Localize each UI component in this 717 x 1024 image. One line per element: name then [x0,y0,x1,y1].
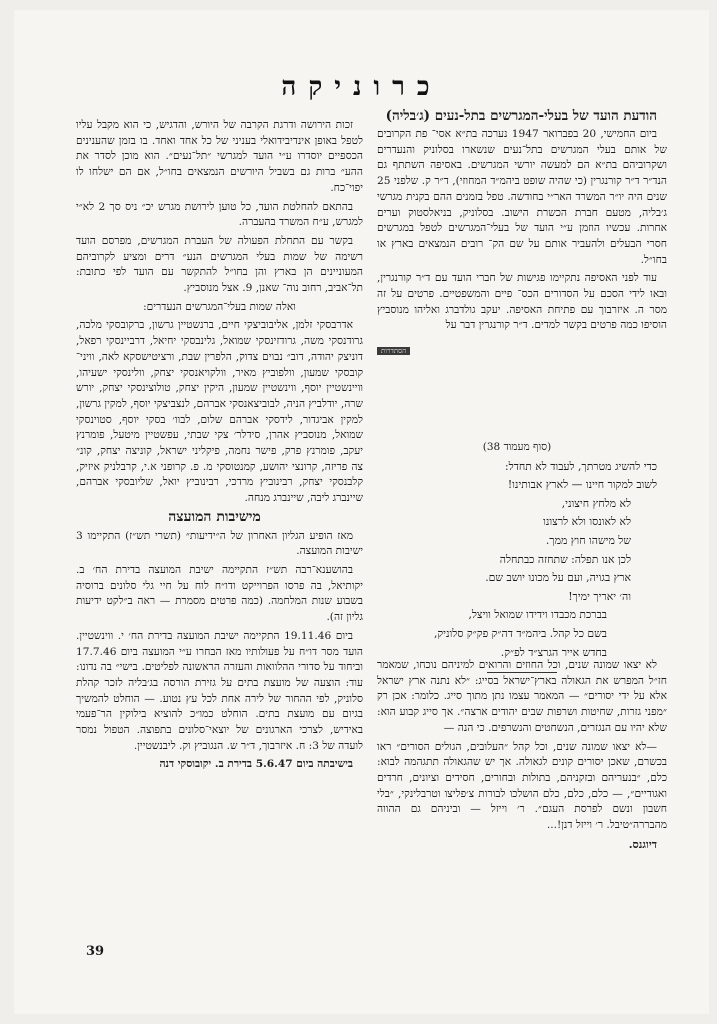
poem-line: לכן אנו תפלה: שתחזה כבתחלה [499,552,631,566]
paragraph: —לא יצאו שמונה שנים, וכל קהל ״העלובים, הגולים הסורים״ ראו בכשרם, שאכן יסורים קונים לגאולה. אך יש שהגאולה תתגהמה לבוא: כלם, ״בנעריהם ובזקניהם, בתולות ובחורים, חסידים וציונים, חרדים ואגודיים״, — כלם, כלם, כלם הושלכו לבורות צ׳פליצו וטרבלינקי, ״בלי חשבון ונשם לפרסת העגם״. ר׳ וייזל — וביניהם גם ההווה מהבררה״טיבל. ר׳ וייזל דנן!... [377,740,667,832]
poem-line: בברכת מכבדו וידידו שמואל וויצל, [468,608,607,622]
right-column [377,108,667,367]
author-signature: דיוגנס. [628,837,657,851]
paragraph: זכות הירושה ודרגת הקרבה של היורש, והדגיש, כי הוא מקבל עליו לטפל באופן אינדיבידואלי בעניני של כל אחד ואחד. בו בזמן שהענינים הכספיים יוסדרו ע״י הועד למגרשי ״תל־נעים״. הוא מוכן לסדר את ההע״ ברות גם בשביל היורשים הנמצאים בחו״ל, אם הם ישלחו לו יפוי־כח. [76,119,363,194]
poem-continuation-note: (סוף מעמוד 38) [482,441,552,453]
paragraph: בהושענא־רבה תש״ז התקיימה ישיבת המועצה בדירת הח׳ ב. יקותיאל, בה פרסו הפרוייקט ודו״ח לוח על חיי גלי סלונים ברוסיה בשבוע שנות המלחמה. (כמה פרטים מסמרת — ראה ב״לקט ידיעות גליון זה). [76,563,363,624]
document-page [14,10,709,1014]
paragraph: בקשר עם התחלת הפעולה של העברת המגרשים, מפרסם הועד רשימה של שמות בעלי המגרשים הנע״ דרים ומציע לקרוביהם המעוניינים הן בארץ והן בחו״ל להתקשר עם הועד לפי כתובת: תל־אביב, רחוב נוה־ שאנן, 9. אצל מנוסביץ. [76,234,363,295]
poem-line: וה׳ יאריך ימיך! [568,589,631,603]
names-list: אדרבסקי זלמן, אליבוביצקי חיים, ברנשטיין גרשון, ברקובסקי מלכה, גרודנסקי משה, גרודזינסקי שמואל, גלינבסקי יחיאל, דרביינסקי רפאל, דוניצק יהודה, דוב״ נבוים צדוק, הלפרין שבת, ורציטישסקא לאה, וויני־ קובסקי שמעון, וולפוביץ מאיר, וולקויאנסקי יצחק, וולינסקי ישעיהו, וויינשטיין יוסף, ווינשטיין שמעון, היקין יצחק, טולוצינסקי יצחק, יורש שרה, יודלביץ הניה, לבוביצאנסקי אברהם, לנצביצקי יוסף, למקין גרשון, למקין אביגדור, לידסקי אברהם שלום, לבוו׳ בסקי יוסף, סטוינסקי שמואל, מנוסביץ אהרן, סידלר׳ צקי שבתי, עפשטיין מיטעל, פומרנץ יעקב, פומרנץ פרק, פישר נחמה, פיקליני ישראל, קוניצה יצחק, קונ״ צה פריזה, קרונצי יהושע, קמנטוסקי מ. פ. קרופני א.י, קרבלניק איזיק, קלבנסקי יצחק, רבינוביץ מרדכי, רבינוביץ יואל, שליובסקי אברהם, שיינברג ליבה, שיינברג מנחה. [76,319,363,505]
article-headline: הודעת הועד של בעלי-המגרשים בתל-נעים (ג׳בליה) [385,108,657,124]
paragraph: בישיבתה ביום 5.6.47 בדירת ב. יקובוסקי דנה [159,758,353,771]
poem-line: לא לאונסו ולא לרצונו [543,515,631,529]
poem-line: ארץ בגויה, ועם על מכונו יושב שם. [485,571,631,585]
masthead-title: כרוניקה [281,72,442,102]
left-column [76,118,363,776]
paragraph: ביום החמישי, 20 בפברואר 1947 נערכה בת״א אסי־ פת הקרובים של אותם בעלי המגרשים בתל־נעים שנשארו בסלוניק והנעדרים ושקרוביהם בת״א הם למעשה יורשי המגרשים. באסיפה השתתף גם הנד״ר ד״ר קורנגרין (כי שהיה שופט ביהמ״ד המחוזי), ד״ר ק. שלפני 25 שנים היה יו״ר המשרד האר״י בחודשה. טפל בזמנים ההם בקנית מגרשי ג׳בליה, מטעם חברת הכשרת הישוב. בסלוניק, בניאלסטוק וערים אחרות. עכשיו הוזמן ע״י הועד של בעלי־המגרשים לטפל במגרשים חסרי הבעלים ולהעביר אותם על שם הק־ רובים הנמצאים בארץ או בחו״ל. [377,128,667,266]
poem-line: לא מלחץ חיצוני, [561,496,631,510]
poem-section [377,440,667,683]
poem-line: לשוב למקור חיינו — לארץ אבותינו! [507,478,657,492]
poem-line: בחדש אייר הגרצ״ד לפ״ק. [500,645,607,659]
paragraph: עוד לפני האסיפה נתקיימו פגישות של חברי הועד עם ד״ר קורנגרין, ובאו לידי הסכם על הסדורים הכס־ פיים והמשפטיים. פרטים על זה מסר ה. איזרבוך עם פתיחת האסיפה. יעקב גולדברג ואליהו מנוסביץ הוסיפו כמה פרטים בקשר למדים. ד״ר קורנגרין דבר על [377,272,667,332]
section-subheading: מישיבות המועצה [168,508,261,525]
paragraph: בהתאם להחלטת הועד, כל טוען לירושת מגרש יכ״ ניס סך 2 לא״י למגרש, ע״ח המשרד בהעברה. [76,200,363,229]
page-number: 39 [86,944,105,959]
paragraph: לא יצאו שמונה שנים, וכל החוזים והרואים למיניהם נוכחו, שמאמר חז״ל המפרש את הגאולה בארץ־ישראל בסייג: ״לא נתנה ארץ ישראל אלא על ידי יסורים״ — המאמר עצמו נתן מתוך סייג. כלומר: אכן רק ״מפני גזרות, שחיטות ושרפות שבים יהודים ארצה״. אך סייג קבוע הוא: שלא יהיו עם הנגזרים, הנשחטים והנשרפים. כי הנה — [377,659,667,734]
paragraph: ואלה שמות בעלי־המגרשים הנעדרים: [143,300,296,313]
bottom-article [377,658,667,855]
poem-line: של מישהו חוץ ממך. [545,534,631,548]
paragraph: ביום 19.11.46 התקיימה ישיבת המועצה בדירת הח׳ י. ווינשטיין. הועד מסר דו״ח על פעולותיו מאז הבחרו ע״י המועצה ביום 17.7.46 וביחוד על סדורי ההלוואות והעזרה הראשונה לפליטים. בישי״ בה נדונו: עוד: הוצעה של מועצת בתים על גזירת הורסה בג׳בליה לזכר קהלת סלוניק, לפי ההחור של לירה אחת לכל עץ נטוע. — הוחלט להמשיך בגיום עם מועצת בתים. הוחלט כמו״כ להוציא בילוקין הר־פעמי באידיש, לצרכי הארגונים של יוצאי־סלונים בתפוצה. הטפול נמסר לועדה של 3: ח. איזרבוך, ד״ר ש. הנגוביץ וק. ליבנשטיין. [76,629,363,752]
paragraph: מאז הופיע הגליון האחרון של ה״ידיעות״ (תשרי תש״ז) התקיימו 3 ישיבות המועצה. [76,529,363,558]
section-tag: הסתדרות [377,347,410,355]
poem-line: כדי להשיג מטרתך, לעבוד לא תחדל: [504,459,657,473]
poem-line: בשם כל קהל. ביהמ״ד דה״ק פק״ק סלוניק, [433,627,607,641]
